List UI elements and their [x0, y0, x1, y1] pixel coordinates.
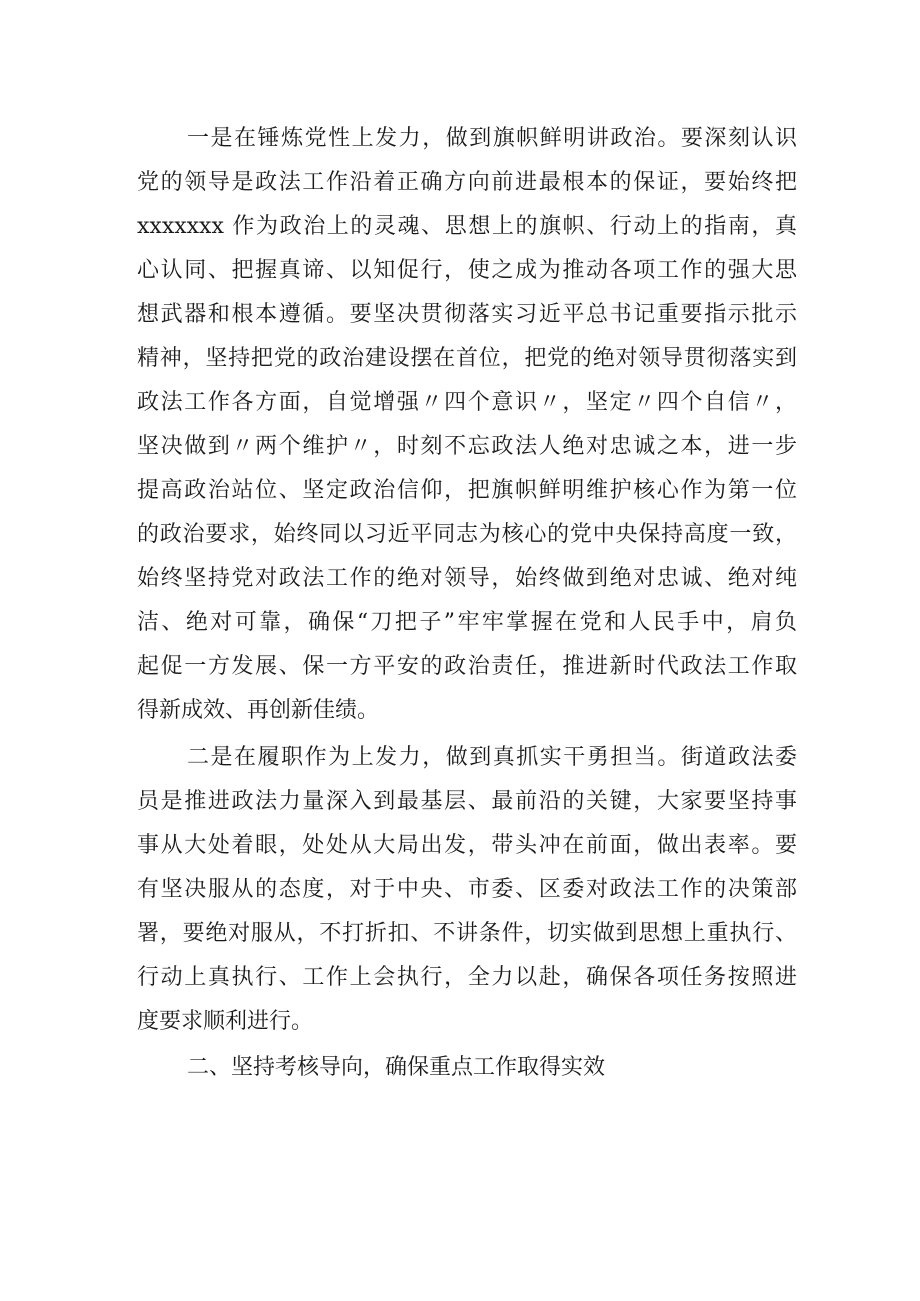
paragraph-1-line-7: 政法工作各方面，自觉增强〃四个意识〃，坚定〃四个自信〃， — [137, 390, 797, 415]
section-heading: 二、坚持考核导向，确保重点工作取得实效 — [187, 1055, 606, 1080]
paragraph-1-line-3: xxxxxxx 作为政治上的灵魂、思想上的旗帜、行动上的指南，真 — [137, 214, 797, 239]
paragraph-1-line-12: 洁、绝对可靠，确保“刀把子”牢牢掌握在党和人民手中，肩负 — [137, 610, 797, 635]
paragraph-1-line-5: 想武器和根本遵循。要坚决贯彻落实习近平总书记重要指示批示 — [137, 302, 797, 327]
paragraph-2-line-5: 署，要绝对服从，不打折扣、不讲条件，切实做到思想上重执行、 — [137, 921, 797, 946]
paragraph-1-line-4: 心认同、把握真谛、以知促行，使之成为推动各项工作的强大思 — [137, 258, 797, 283]
paragraph-2-line-7: 度要求顺利进行。 — [137, 1009, 314, 1034]
paragraph-1-line-10: 的政治要求，始终同以习近平同志为核心的党中央保持高度一致， — [137, 522, 797, 547]
paragraph-2-line-6: 行动上真执行、工作上会执行，全力以赴，确保各项任务按照进 — [137, 965, 797, 990]
paragraph-1-line-2: 党的领导是政法工作沿着正确方向前进最根本的保证，要始终把 — [137, 170, 797, 195]
paragraph-1-line-1: 一是在锤炼党性上发力，做到旗帜鲜明讲政治。要深刻认识 — [187, 126, 797, 151]
paragraph-2-line-4: 有坚决服从的态度，对于中央、市委、区委对政法工作的决策部 — [137, 877, 797, 902]
paragraph-2-line-3: 事从大处着眼，处处从大局出发，带头冲在前面，做出表率。要 — [137, 833, 797, 858]
paragraph-1-line-9: 提高政治站位、坚定政治信仰，把旗帜鲜明维护核心作为第一位 — [137, 478, 797, 503]
paragraph-1-line-14: 得新成效、再创新佳绩。 — [137, 698, 380, 723]
paragraph-1-line-11: 始终坚持党对政法工作的绝对领导，始终做到绝对忠诚、绝对纯 — [137, 566, 797, 591]
paragraph-2-line-2: 员是推进政法力量深入到最基层、最前沿的关键，大家要坚持事 — [137, 789, 797, 814]
paragraph-1-line-6: 精神，坚持把党的政治建设摆在首位，把党的绝对领导贯彻落实到 — [137, 346, 797, 371]
paragraph-1-line-13: 起促一方发展、保一方平安的政治责任，推进新时代政法工作取 — [137, 654, 797, 679]
paragraph-1-line-8: 坚决做到〃两个维护〃，时刻不忘政法人绝对忠诚之本，进一步 — [137, 434, 797, 459]
paragraph-2-line-1: 二是在履职作为上发力，做到真抓实干勇担当。街道政法委 — [187, 745, 797, 770]
